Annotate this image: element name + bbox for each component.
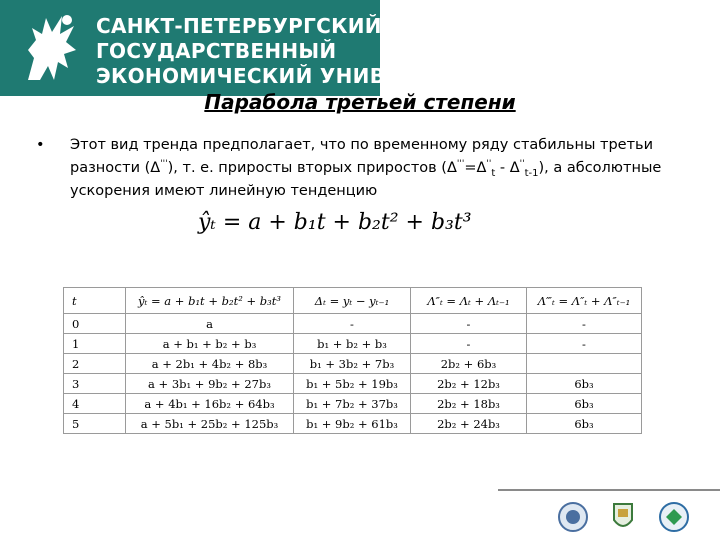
- trend-formula: ŷₜ = a + b₁t + b₂t² + b₃t³: [198, 210, 472, 235]
- university-name-line2: ГОСУДАРСТВЕННЫЙ: [96, 39, 337, 63]
- table-row: [64, 334, 642, 354]
- table-cell: -: [411, 314, 527, 334]
- table-cell: 2: [64, 354, 126, 374]
- header-second-diff: Λ″ₜ = Λₜ + Λₜ₋₁: [411, 288, 527, 314]
- bullet-dot-icon: •: [36, 137, 45, 153]
- circle-emblem-icon: [660, 503, 688, 531]
- header-t: t: [64, 288, 126, 314]
- bullet-text-part1: Этот вид тренда предполагает, что по временному ряду стабильны третьи разности (Δ: [70, 137, 653, 176]
- sub-t: t: [491, 167, 496, 179]
- table-cell: 3: [64, 374, 126, 394]
- table-row: [64, 394, 642, 414]
- table-cell: b₁ + 3b₂ + 7b₃: [294, 354, 411, 374]
- header-delta: Δₜ = yₜ − yₜ₋₁: [294, 288, 411, 314]
- table-cell: 0: [64, 314, 126, 334]
- table-cell: 1: [64, 334, 126, 354]
- table-cell: 2b₂ + 6b₃: [411, 354, 527, 374]
- table-cell: 2b₂ + 12b₃: [411, 374, 527, 394]
- table-cell: b₁ + 7b₂ + 37b₃: [294, 394, 411, 414]
- table-cell: -: [527, 334, 642, 354]
- table-cell: -: [411, 334, 527, 354]
- university-name-line3: ЭКОНОМИЧЕСКИЙ УНИВЕРСИТЕТ: [96, 64, 489, 88]
- university-seal-icon: [559, 503, 587, 531]
- table-cell: 5: [64, 414, 126, 434]
- table-cell: 4: [64, 394, 126, 414]
- table-cell: a + 2b₁ + 4b₂ + 8b₃: [126, 354, 294, 374]
- table-cell: -: [294, 314, 411, 334]
- table-row: [64, 354, 642, 374]
- table-row: [64, 414, 642, 434]
- table-cell: b₁ + 5b₂ + 19b₃: [294, 374, 411, 394]
- bullet-text-part3: =Δ: [464, 160, 487, 176]
- sub-t-1: t-1: [524, 167, 539, 179]
- header: [0, 0, 720, 96]
- table-header-row: [64, 288, 642, 314]
- differences-table: [63, 287, 642, 434]
- table-cell: 6b₃: [527, 394, 642, 414]
- header-band: [0, 0, 489, 96]
- header-yhat: ŷₜ = a + b₁t + b₂t² + b₃t³: [126, 288, 294, 314]
- table-cell: a + 4b₁ + 16b₂ + 64b₃: [126, 394, 294, 414]
- table-cell: b₁ + 9b₂ + 61b₃: [294, 414, 411, 434]
- sup-triple-prime-2: ''': [456, 159, 465, 170]
- bullet-text-part5: ), а абсолютные ускорения имеют линейную тенденцию: [70, 160, 662, 199]
- table-cell: 2b₂ + 24b₃: [411, 414, 527, 434]
- table-row: [64, 374, 642, 394]
- university-name-line1: САНКТ-ПЕТЕРБУРГСКИЙ: [96, 14, 382, 38]
- sup-triple-prime: ''': [160, 159, 168, 170]
- bullet-text: [70, 134, 686, 203]
- table-cell: [527, 354, 642, 374]
- table-cell: -: [527, 314, 642, 334]
- university-name: [96, 14, 488, 89]
- bullet-item: [36, 134, 686, 203]
- bullet-text-part2: ), т. е. приросты вторых приростов (Δ: [167, 160, 457, 176]
- griffin-logo-icon: [20, 10, 82, 84]
- table-cell: 6b₃: [527, 414, 642, 434]
- table-cell: a: [126, 314, 294, 334]
- table-cell: 6b₃: [527, 374, 642, 394]
- table-cell: a + 5b₁ + 25b₂ + 125b₃: [126, 414, 294, 434]
- footer-logos: [556, 500, 696, 534]
- bullet-text-part4: - Δ: [495, 160, 520, 176]
- crest-icon: [614, 504, 632, 526]
- table-cell: 2b₂ + 18b₃: [411, 394, 527, 414]
- header-third-diff: Λ‴ₜ = Λ″ₜ + Λ″ₜ₋₁: [527, 288, 642, 314]
- slide-title: Парабола третьей степени: [204, 90, 516, 114]
- sup-double-prime-2: '': [519, 159, 525, 170]
- table-cell: a + b₁ + b₂ + b₃: [126, 334, 294, 354]
- table-cell: a + 3b₁ + 9b₂ + 27b₃: [126, 374, 294, 394]
- footer-divider: [498, 489, 720, 491]
- table-row: [64, 314, 642, 334]
- table-cell: b₁ + b₂ + b₃: [294, 334, 411, 354]
- sup-double-prime: '': [486, 159, 492, 170]
